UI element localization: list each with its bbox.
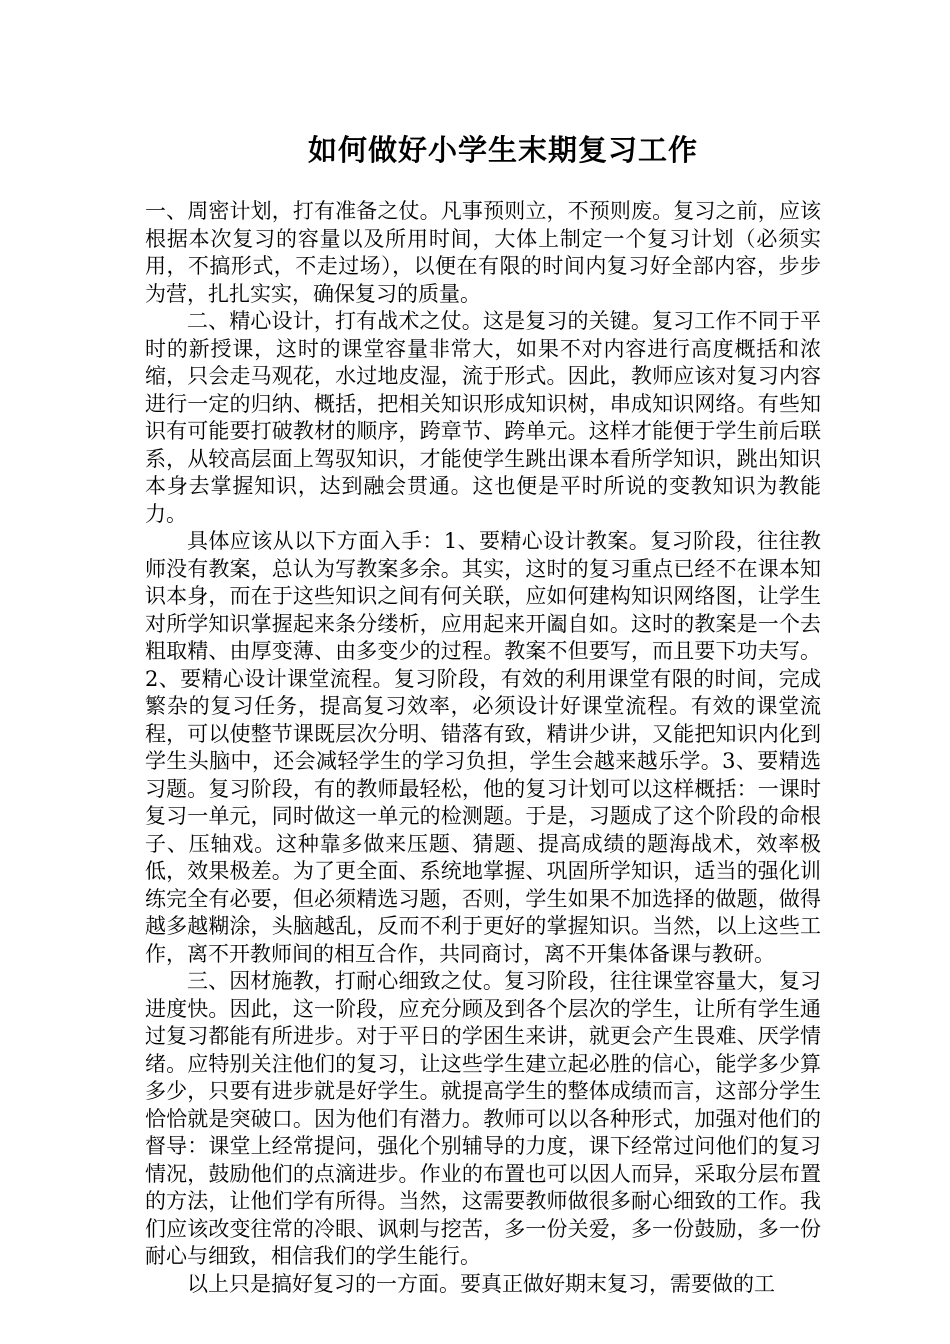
paragraph-3: 具体应该从以下方面入手：1、要精心设计教案。复习阶段，往往教师没有教案，总认为写教案多余。其实，这时的复习重点已经不在课本知识本身，而在于这些知识之间有何关联，应如何建构知识网络图，让学生对所学知识掌握起来条分缕析，应用起来开阖自如。这时的教案是一个去粗取精、由厚变薄、由多变少的过程。教案不但要写，而且要下功夫写。2、要精心设计课堂流程。复习阶段，有效的利用课堂有限的时间，完成繁杂的复习任务，提高复习效率，必须设计好课堂流程。有效的课堂流程，可以使整节课既层次分明、错落有致，精讲少讲，又能把知识内化到学生头脑中，还会减轻学生的学习负担，学生会越来越乐学。3、要精选习题。复习阶段，有的教师最轻松，他的复习计划可以这样概括：一课时复习一单元，同时做这一单元的检测题。于是，习题成了这个阶段的命根子、压轴戏。这种靠多做来压题、猜题、提高成绩的题海战术，效率极低，效果极差。为了更全面、系统地掌握、巩固所学知识，适当的强化训练完全有必要，但必须精选习题，否则，学生如果不加选择的做题，做得越多越糊涂，头脑越乱，反而不利于更好的掌握知识。当然，以上这些工作，离不开教师间的相互合作，共同商讨，离不开集体备课与教研。 xyxy=(145,529,821,966)
paragraph-2: 二、精心设计，打有战术之仗。这是复习的关键。复习工作不同于平时的新授课，这时的课堂容量非常大，如果不对内容进行高度概括和浓缩，只会走马观花，水过地皮湿，流于形式。因此，教师应该对复习内容进行一定的归纳、概括，把相关知识形成知识树，串成知识网络。有些知识有可能要打破教材的顺序，跨章节、跨单元。这样才能便于学生前后联系，从较高层面上驾驭知识，才能使学生跳出课本看所学知识，跳出知识本身去掌握知识，达到融会贯通。这也便是平时所说的变教知识为教能力。 xyxy=(145,309,821,526)
document-title-text: 如何做好小学生末期复习工作 xyxy=(307,133,698,167)
paragraph-1: 一、周密计划，打有准备之仗。凡事预则立，不预则废。复习之前，应该根据本次复习的容量以及所用时间，大体上制定一个复习计划（必须实用，不搞形式，不走过场），以便在有限的时间内复习好全部内容，步步为营，扎扎实实，确保复习的质量。 xyxy=(145,199,821,306)
document-body xyxy=(145,198,821,1298)
paragraph-5: 以上只是搞好复习的一方面。要真正做好期末复习，需要做的工 xyxy=(187,1271,775,1296)
paragraph-4: 三、因材施教，打耐心细致之仗。复习阶段，往往课堂容量大，复习进度快。因此，这一阶段，应充分顾及到各个层次的学生，让所有学生通过复习都能有所进步。对于平日的学困生来讲，就更会产生畏难、厌学情绪。应特别关注他们的复习，让这些学生建立起必胜的信心，能学多少算多少，只要有进步就是好学生。就提高学生的整体成绩而言，这部分学生恰恰就是突破口。因为他们有潜力。教师可以以各种形式，加强对他们的督导：课堂上经常提问，强化个别辅导的力度，课下经常过问他们的复习情况，鼓励他们的点滴进步。作业的布置也可以因人而异，采取分层布置的方法，让他们学有所得。当然，这需要教师做很多耐心细致的工作。我们应该改变往常的冷眼、讽刺与挖苦，多一份关爱，多一份鼓励，多一份耐心与细致，相信我们的学生能行。 xyxy=(145,969,821,1268)
document-title xyxy=(0,130,950,170)
